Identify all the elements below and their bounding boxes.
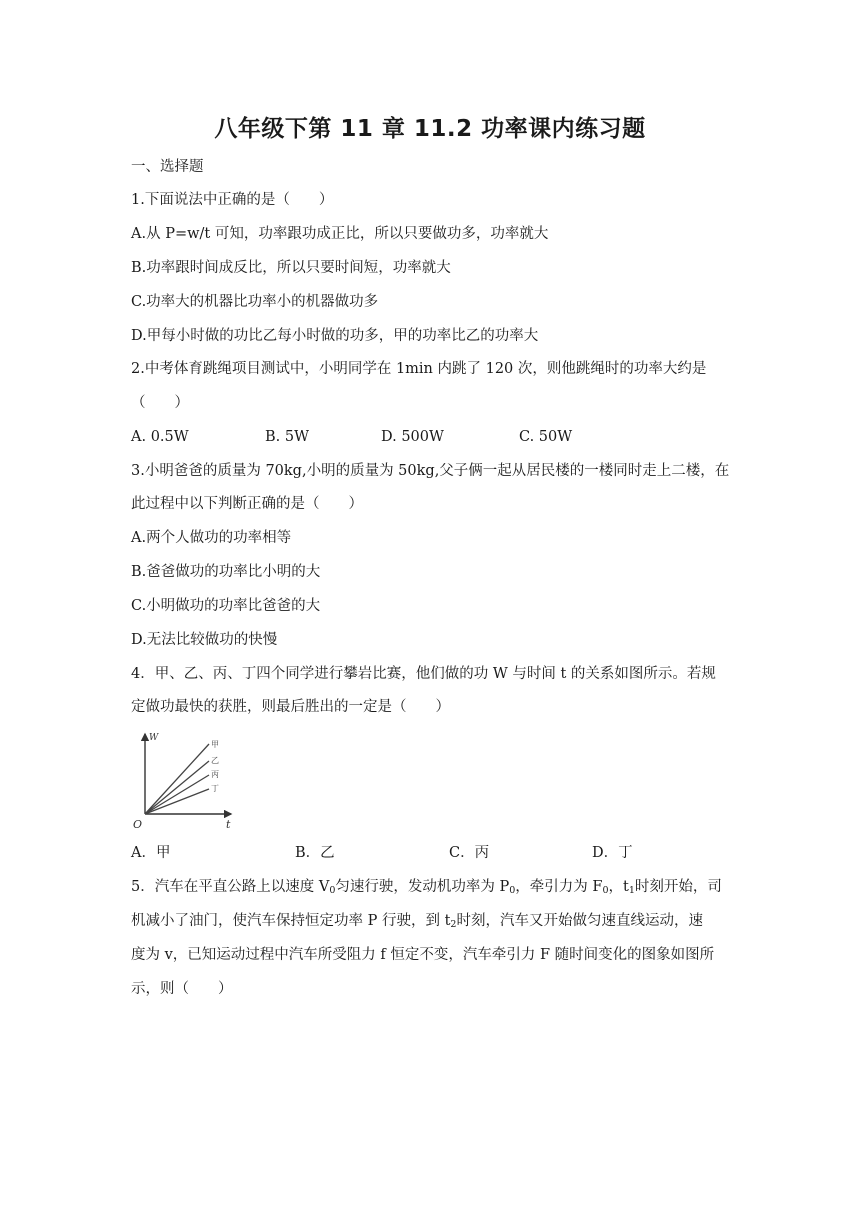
q3-option-a: A.两个人做功的功率相等 [131, 530, 292, 546]
work-time-graph [131, 728, 243, 832]
label-ding: 丁 [211, 784, 219, 793]
q5-text: 5．汽车在平直公路上以速度 V [131, 879, 330, 895]
q5-text: ，t [608, 879, 629, 895]
q4-work-time-figure [131, 728, 243, 836]
q3-stem-line2: 此过程中以下判断正确的是（ ） [131, 496, 363, 512]
q4-stem-line1: 4．甲、乙、丙、丁四个同学进行攀岩比赛，他们做的功 W 与时间 t 的关系如图所示。若规 [131, 666, 716, 682]
q5-text: 时刻开始，司 [634, 879, 722, 895]
q2-stem-line2: （ ） [131, 395, 189, 411]
q3-stem-line1: 3.小明爸爸的质量为 70kg,小明的质量为 50kg,父子俩一起从居民楼的一楼同时走上二楼，在 [131, 463, 730, 479]
q1-option-b: B.功率跟时间成反比，所以只要时间短，功率就大 [131, 260, 451, 276]
label-yi: 乙 [211, 756, 219, 765]
label-jia: 甲 [211, 740, 219, 749]
q5-stem-line3: 度为 v，已知运动过程中汽车所受阻力 f 恒定不变，汽车牵引力 F 随时间变化的图象如图所 [131, 947, 715, 963]
q1-option-d: D.甲每小时做的功比乙每小时做的功多，甲的功率比乙的功率大 [131, 328, 539, 344]
q4-option-a: A．甲 [131, 845, 171, 861]
q4-option-c: C．丙 [449, 845, 490, 861]
q2-stem-line1: 2.中考体育跳绳项目测试中，小明同学在 1min 内跳了 120 次，则他跳绳时的功率大约是 [131, 361, 707, 377]
line-ding [145, 789, 209, 814]
q2-options [131, 427, 731, 447]
q2-option-b: B. 5W [265, 429, 310, 445]
label-bing: 丙 [211, 770, 219, 779]
q1-option-c: C.功率大的机器比功率小的机器做功多 [131, 294, 379, 310]
q1-stem: 1.下面说法中正确的是（ ） [131, 192, 334, 208]
q5-text: 机减小了油门，使汽车保持恒定功率 P 行驶，到 t [131, 913, 451, 929]
subscript: 0 [602, 885, 609, 896]
q4-option-d: D．丁 [592, 845, 633, 861]
q1-option-a: A.从 P=w/t 可知，功率跟功成正比，所以只要做功多，功率就大 [131, 226, 549, 242]
q3-option-b: B.爸爸做功的功率比小明的大 [131, 564, 321, 580]
q5-stem-line4: 示，则（ ） [131, 981, 233, 997]
q3-option-c: C.小明做功的功率比爸爸的大 [131, 598, 321, 614]
origin-label: O [133, 818, 143, 831]
document-title: 八年级下第 11 章 11.2 功率课内练习题 [214, 116, 646, 142]
q5-text: ，牵引力为 F [515, 879, 603, 895]
q5-stem-line1 [131, 877, 731, 897]
q4-option-b: B．乙 [295, 845, 335, 861]
line-yi [145, 761, 209, 814]
subscript: 0 [329, 885, 336, 896]
q5-text: 匀速行驶，发动机功率为 P [335, 879, 510, 895]
x-axis-label: t [226, 818, 231, 831]
subscript: 1 [628, 885, 635, 896]
subscript: 2 [450, 919, 457, 930]
line-bing [145, 775, 209, 814]
subscript: 0 [509, 885, 516, 896]
q2-option-c: C. 50W [519, 429, 573, 445]
q2-option-a: A. 0.5W [131, 429, 189, 445]
section-heading: 一、选择题 [131, 159, 204, 175]
y-axis-label: W [149, 733, 159, 743]
q3-option-d: D.无法比较做功的快慢 [131, 632, 278, 648]
q5-text: 时刻，汽车又开始做匀速直线运动，速 [456, 913, 703, 929]
line-jia [145, 744, 209, 814]
q4-stem-line2: 定做功最快的获胜，则最后胜出的一定是（ ） [131, 699, 450, 715]
q5-stem-line2 [131, 911, 731, 931]
q2-option-d: D. 500W [381, 429, 444, 445]
q4-options [131, 843, 731, 863]
